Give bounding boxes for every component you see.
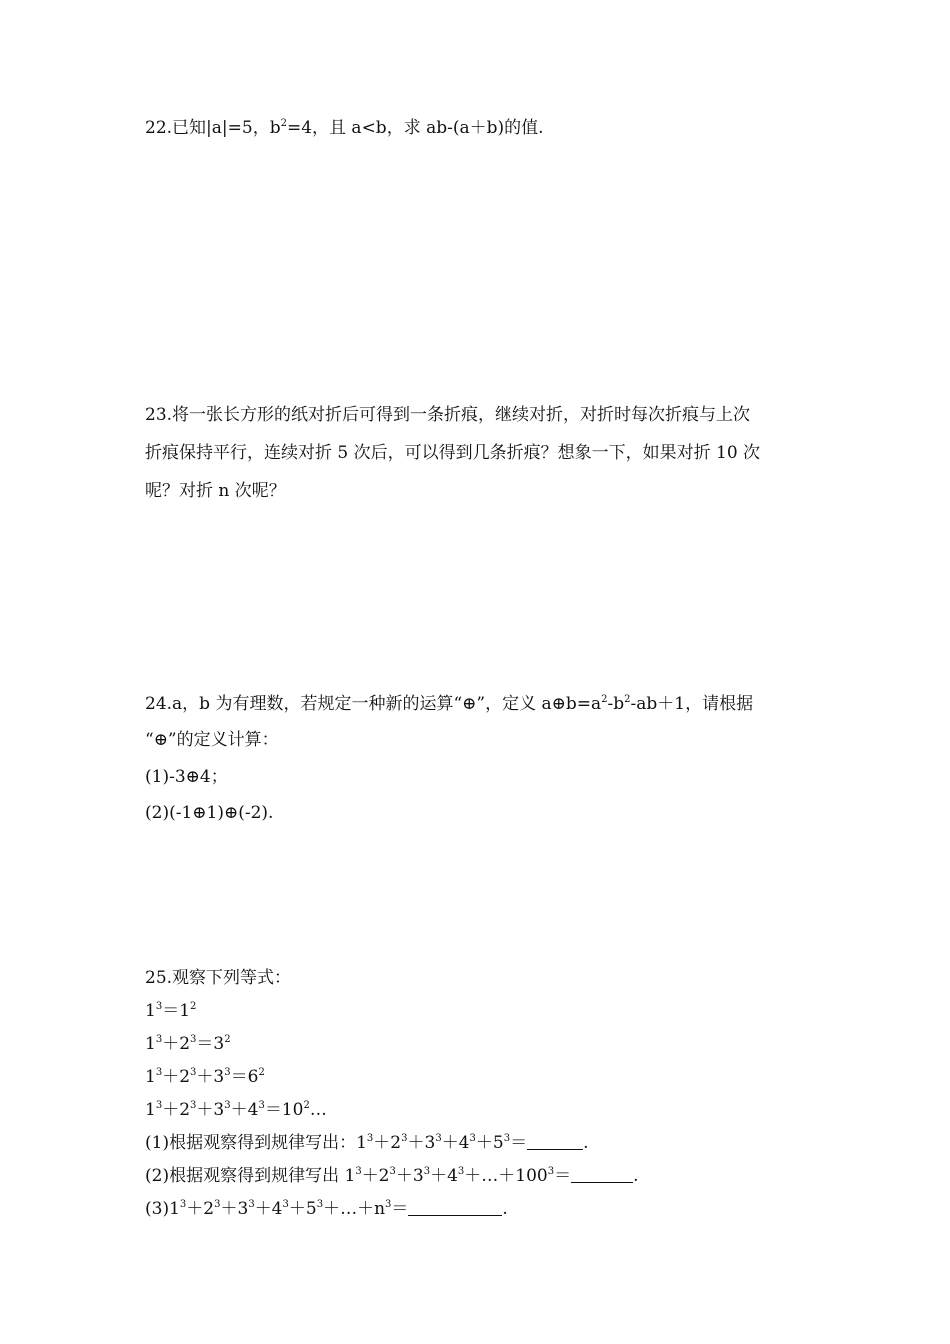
q25-part-1: (1)根据观察得到规律写出：$1^3+2^3+3^3+4^3+5^3=$ .: [145, 1133, 589, 1153]
question-22: [145, 118, 544, 138]
question-25-title: 25.观察下列等式：: [145, 968, 292, 988]
question-23-line-2: 折痕保持平行，连续对折 5 次后，可以得到几条折痕？想象一下，如果对折 10 次: [145, 443, 761, 463]
question-24-part-1: (1)-3⊕4；: [145, 767, 228, 787]
answer-blank-2[interactable]: [571, 1166, 633, 1183]
answer-blank-3[interactable]: [408, 1199, 502, 1216]
q24-text-c: -ab＋1，请根据: [630, 694, 754, 714]
question-24-part-2: (2)(-1⊕1)⊕(-2).: [145, 803, 274, 823]
q24-exp-b: 2: [624, 694, 631, 705]
question-24-line-2: “⊕”的定义计算：: [145, 730, 279, 750]
q24-exp-a: 2: [601, 694, 608, 705]
q22-exponent: 2: [280, 118, 287, 129]
q24-text-a: 24.a，b 为有理数，若规定一种新的运算“⊕”，定义 a⊕b=a: [145, 694, 602, 714]
question-23-line-1: 23.将一张长方形的纸对折后可得到一条折痕，继续对折，对折时每次折痕与上次: [145, 405, 751, 425]
answer-blank-1[interactable]: [527, 1133, 583, 1150]
q25-equation-2: $1^3+2^3=3^2$: [145, 1034, 231, 1054]
q24-text-b: -b: [607, 694, 625, 714]
question-23-line-3: 呢？对折 n 次呢？: [145, 481, 286, 501]
q25-part-2: (2)根据观察得到规律写出 $1^3+2^3+3^3+4^3+\dots+100^3=$ .: [145, 1166, 639, 1186]
q25-equation-3: $1^3+2^3+3^3=6^2$: [145, 1067, 265, 1087]
question-24-line-1: [145, 694, 753, 714]
q25-part-3: $(3)1^3+2^3+3^3+4^3+5^3+\dots+n^3=$ .: [145, 1199, 508, 1219]
q25-equation-1: $1^3=1^2$: [145, 1001, 197, 1021]
q25-equation-4: $1^3+2^3+3^3+4^3=10^2\dots$: [145, 1100, 327, 1120]
q22-label: 22.: [145, 118, 173, 138]
q22-text-a: 已知|a|=5，b: [172, 118, 281, 138]
q22-text-b: =4，且 a<b，求 ab-(a＋b)的值.: [286, 118, 544, 138]
